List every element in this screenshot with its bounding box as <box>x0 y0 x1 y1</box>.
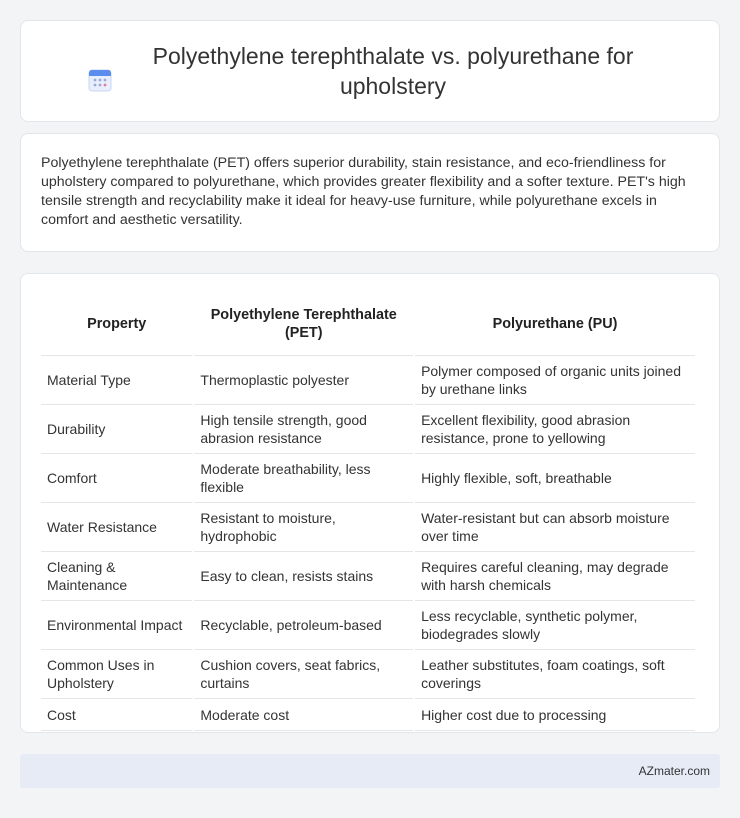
row-property: Environmental Impact <box>41 601 192 650</box>
row-pu-value: Requires careful cleaning, may degrade with harsh chemicals <box>415 552 695 601</box>
row-pet-value: Recyclable, petroleum-based <box>194 601 413 650</box>
footer <box>20 754 720 788</box>
comparison-table-card <box>20 273 720 733</box>
row-property: Comfort <box>41 454 192 503</box>
table-row <box>41 552 695 601</box>
row-pu-value: Highly flexible, soft, breathable <box>415 454 695 503</box>
row-pu-value: Excellent flexibility, good abrasion resistance, prone to yellowing <box>415 405 695 454</box>
table-row <box>41 405 695 454</box>
row-pet-value: Easy to clean, resists stains <box>194 552 413 601</box>
row-pet-value: Resistant to moisture, hydrophobic <box>194 503 413 552</box>
row-property: Durability <box>41 405 192 454</box>
row-property: Cleaning & Maintenance <box>41 552 192 601</box>
row-property: Water Resistance <box>41 503 192 552</box>
header-property: Property <box>41 293 192 356</box>
row-pu-value: Leather substitutes, foam coatings, soft coverings <box>415 650 695 699</box>
row-pet-value: Moderate breathability, less flexible <box>194 454 413 503</box>
row-pet-value: Cushion covers, seat fabrics, curtains <box>194 650 413 699</box>
row-pu-value: Water-resistant but can absorb moisture over time <box>415 503 695 552</box>
row-property: Common Uses in Upholstery <box>41 650 192 699</box>
page-title: Polyethylene terephthalate vs. polyurethane for upholstery <box>152 43 634 99</box>
table-row <box>41 699 695 731</box>
header-pet: Polyethylene Terephthalate (PET) <box>194 293 413 356</box>
table-row <box>41 454 695 503</box>
row-pu-value: Higher cost due to processing <box>415 699 695 731</box>
table-header-row <box>41 293 695 356</box>
table-row <box>41 650 695 699</box>
row-property: Material Type <box>41 356 192 405</box>
table-row <box>41 601 695 650</box>
row-pu-value: Less recyclable, synthetic polymer, biodegrades slowly <box>415 601 695 650</box>
summary-card <box>20 133 720 252</box>
summary-text: Polyethylene terephthalate (PET) offers superior durability, stain resistance, and eco-friendliness for upholstery compared to polyurethane, which provides greater flexibility and a softer texture. PET's high tensile strength and recyclability make it ideal for heavy-use furniture, while polyurethane excels in comfort and aesthetic versatility. <box>41 155 686 228</box>
table-row <box>41 356 695 405</box>
header-pu: Polyurethane (PU) <box>415 293 695 356</box>
row-pet-value: Thermoplastic polyester <box>194 356 413 405</box>
title-card <box>20 20 720 122</box>
title-row <box>70 41 670 101</box>
calendar-icon <box>87 67 113 93</box>
footer-brand-link[interactable]: AZmater.com <box>638 764 710 778</box>
row-pu-value: Polymer composed of organic units joined by urethane links <box>415 356 695 405</box>
row-property: Cost <box>41 699 192 731</box>
row-pet-value: High tensile strength, good abrasion resistance <box>194 405 413 454</box>
comparison-table <box>39 293 697 731</box>
table-row <box>41 503 695 552</box>
row-pet-value: Moderate cost <box>194 699 413 731</box>
